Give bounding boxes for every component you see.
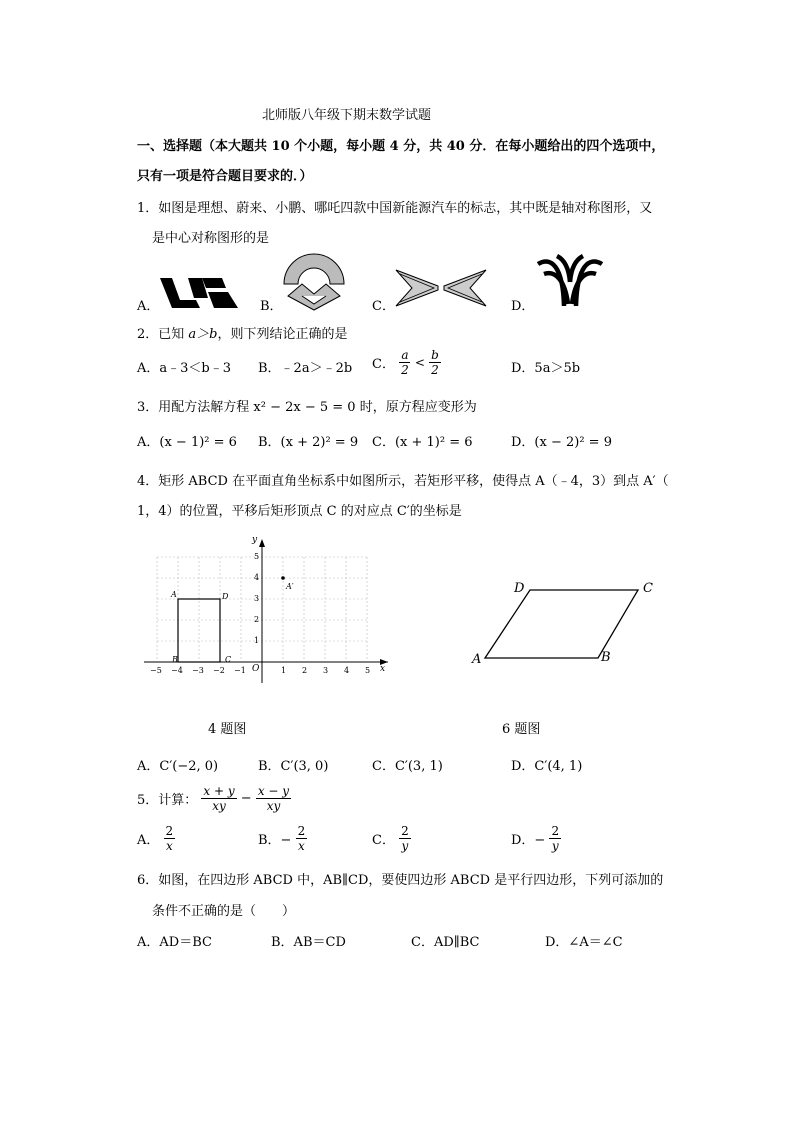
q5-b-num: 2 (297, 824, 306, 838)
q2-c-den-b: 2 (431, 363, 439, 377)
q1-option-a[interactable]: A． (137, 299, 160, 314)
fig6-vertex-c: C (643, 581, 653, 596)
q4-stem-line2: 1，4）的位置，平移后矩形顶点 C 的对应点 C′的坐标是 (137, 504, 462, 519)
q1-stem-line2: 是中心对称图形的是 (152, 231, 270, 246)
fig4-x-tick: −3 (192, 666, 204, 675)
q3-stem: 3．用配方法解方程 x² − 2x − 5 = 0 时，原方程应变形为 (137, 400, 477, 415)
q2-prefix: 2．已知 (137, 327, 189, 342)
fig4-x-tick: −1 (234, 666, 246, 675)
fig4-x-tick: 1 (281, 666, 287, 675)
q5-d-label: D．− (511, 833, 546, 848)
q2-option-a[interactable]: A．a﹣3＜b﹣3 (137, 361, 232, 376)
q3-option-b[interactable]: B．(x + 2)² = 9 (258, 435, 359, 450)
figure-4-coordinate-plane (140, 535, 400, 685)
q5-c-den: y (401, 839, 409, 853)
q2-c-num-a: a (401, 348, 409, 362)
q2-stem (137, 323, 348, 342)
q5-frac1-num: x + y (203, 784, 235, 798)
q1-option-b[interactable]: B． (260, 299, 283, 314)
q5-option-c[interactable] (372, 824, 411, 853)
page-title: 北师版八年级下期末数学试题 (262, 108, 432, 123)
q2-c-num-b: b (431, 348, 439, 362)
q2-option-c[interactable] (372, 348, 441, 377)
fig4-x-tick: 2 (302, 666, 308, 675)
fig4-y-tick: 2 (254, 615, 260, 624)
fig4-y-tick: 5 (254, 552, 260, 561)
q3-option-d[interactable]: D．(x − 2)² = 9 (511, 435, 612, 450)
fig4-x-tick: −2 (213, 666, 225, 675)
q5-option-b[interactable] (258, 824, 307, 853)
q4-option-c[interactable]: C．C′(3, 1) (372, 759, 443, 774)
q5-a-label: A． (137, 833, 160, 848)
logo-xpeng-icon (394, 268, 488, 308)
fig4-x-tick: −5 (150, 666, 162, 675)
fig4-y-tick: 4 (254, 573, 260, 582)
fig4-x-tick: 4 (344, 666, 350, 675)
q5-c-label: C． (372, 833, 395, 848)
q1-option-d[interactable]: D． (511, 299, 535, 314)
section-header-line1: 一、选择题（本大题共 10 个小题，每小题 4 分，共 40 分．在每小题给出的四个选项中， (137, 139, 665, 154)
q5-a-den: x (165, 839, 173, 853)
q2-condition: a＞b (188, 327, 218, 342)
fig4-x-tick: −4 (171, 666, 183, 675)
q5-frac2-den: xy (266, 799, 281, 813)
logo-nio-icon (282, 254, 346, 312)
q2-c-less-than: < (414, 355, 425, 370)
q6-option-b[interactable]: B．AB＝CD (271, 935, 346, 950)
q6-stem-line1: 6．如图，在四边形 ABCD 中，AB∥CD，要使四边形 ABCD 是平行四边形，下列可添加的 (137, 873, 664, 888)
q5-prefix: 5．计算： (137, 793, 198, 808)
q4-option-b[interactable]: B．C′(3, 0) (258, 759, 329, 774)
fig4-y-axis-label: y (252, 535, 258, 545)
q3-option-a[interactable]: A．(x − 1)² = 6 (137, 435, 237, 450)
fig6-vertex-a: A (472, 652, 482, 667)
fig4-x-tick: 3 (323, 666, 329, 675)
q2-option-c-label: C． (372, 357, 395, 372)
q5-d-den: y (551, 839, 559, 853)
q5-d-num: 2 (551, 824, 560, 838)
q6-option-d[interactable]: D．∠A＝∠C (545, 935, 623, 950)
q5-option-a[interactable] (137, 824, 175, 853)
fig4-y-tick: 1 (254, 636, 260, 645)
fig4-point-b-label: B (172, 655, 178, 664)
fig4-point-a-prime-label: A′ (286, 582, 294, 591)
figure-6-caption: 6 题图 (502, 722, 541, 737)
q5-frac1-den: xy (212, 799, 226, 813)
figure-6-parallelogram (480, 585, 640, 665)
fig4-point-d-label: D (222, 592, 229, 601)
q4-option-d[interactable]: D．C′(4, 1) (511, 759, 583, 774)
fig4-point-a-label: A (171, 590, 177, 599)
fig4-point-c-label: C (225, 655, 232, 664)
fig6-vertex-d: D (514, 581, 525, 596)
q6-option-c[interactable]: C．AD∥BC (411, 935, 480, 950)
q1-stem-line1: 1．如图是理想、蔚来、小鹏、哪吒四款中国新能源汽车的标志，其中既是轴对称图形，又 (137, 201, 653, 216)
q3-option-c[interactable]: C．(x + 1)² = 6 (372, 435, 473, 450)
section-header-line2: 只有一项是符合题目要求的．） (137, 169, 313, 184)
logo-neta-icon (535, 252, 605, 308)
q5-minus: − (240, 791, 252, 806)
fig4-x-tick: 5 (365, 666, 371, 675)
q6-stem-line2: 条件不正确的是（ ） (152, 904, 296, 919)
q6-option-a[interactable]: A．AD＝BC (137, 935, 212, 950)
q2-option-b[interactable]: B．﹣2a＞﹣2b (258, 361, 353, 376)
q2-option-d[interactable]: D．5a＞5b (511, 361, 581, 376)
fig6-vertex-b: B (601, 650, 611, 665)
q5-b-den: x (298, 839, 305, 853)
q2-c-den-a: 2 (401, 363, 409, 377)
figure-4-caption: 4 题图 (208, 722, 247, 737)
q5-a-num: 2 (165, 824, 174, 838)
q5-frac2-num: x − y (257, 784, 290, 798)
q5-option-d[interactable] (511, 824, 561, 853)
q5-stem (137, 784, 291, 813)
fig4-y-tick: 3 (254, 594, 260, 603)
q5-b-label: B．− (258, 833, 292, 848)
q4-stem-line1: 4．矩形 ABCD 在平面直角坐标系中如图所示，若矩形平移，使得点 A（﹣4，3）到点 A′（ (137, 474, 669, 489)
fig4-x-axis-label: x (380, 664, 386, 674)
fig4-origin-label: O (252, 664, 260, 674)
q4-option-a[interactable]: A．C′(−2, 0) (137, 759, 219, 774)
q2-suffix: ，则下列结论正确的是 (217, 327, 348, 342)
logo-lixiang-icon (158, 276, 240, 310)
q5-c-num: 2 (401, 824, 409, 838)
q1-option-c[interactable]: C． (372, 299, 395, 314)
